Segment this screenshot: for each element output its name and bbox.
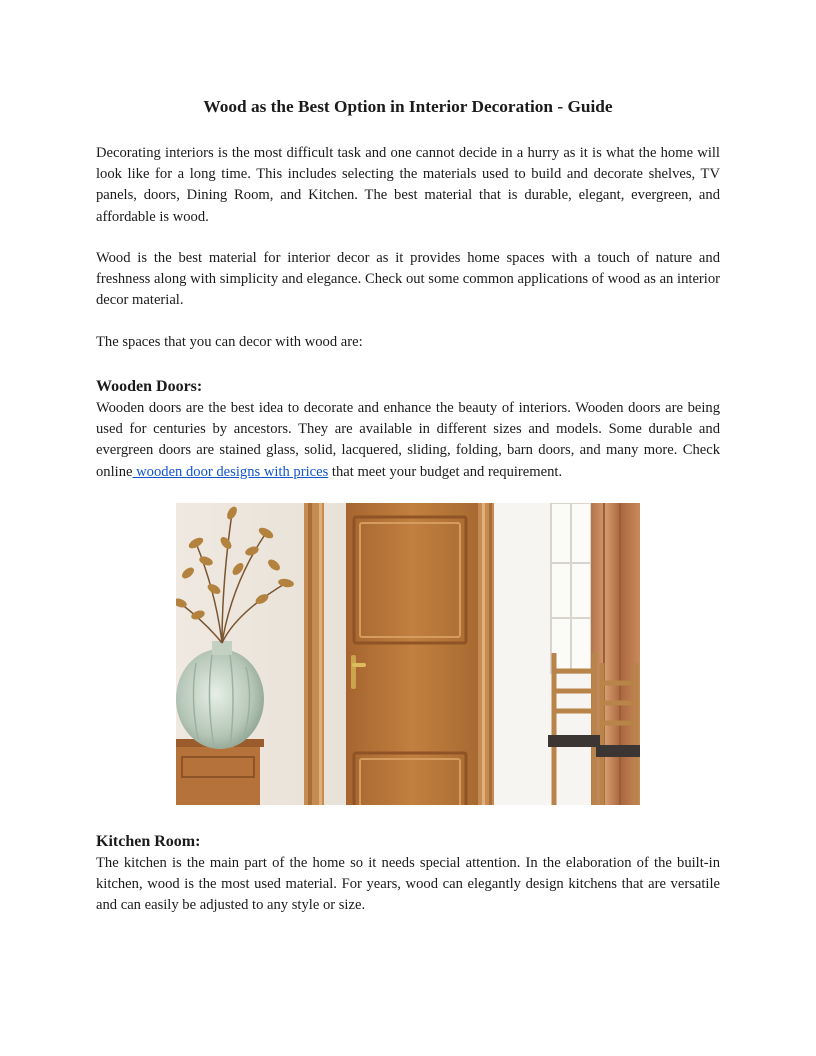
wooden-door-photo [176, 503, 640, 805]
door-handle-plate [351, 655, 356, 689]
wooden-doors-paragraph [96, 398, 720, 483]
wooden-door-designs-link[interactable]: wooden door designs with prices [132, 463, 329, 480]
curtain [591, 503, 640, 805]
doors-text-before-link: Wooden doors are the best idea to decorate and enhance the beauty of interiors. Wooden doors are being used for centuries by ancestors. They are available in different sizes and models. Some durable and evergreen doors are stained glass, solid, lacquered, sliding, folding, barn doors, and many more. Check online [96, 400, 720, 480]
kitchen-room-paragraph: The kitchen is the main part of the home so it needs special attention. In the elaboration of the built-in kitchen, wood is the most used material. For years, wood can elegantly design kitchens that are versatile and can easily be adjusted to any style or size. [96, 855, 720, 914]
spaces-intro-paragraph: The spaces that you can decor with wood are: [96, 334, 363, 350]
wooden-door-illustration [176, 503, 640, 805]
kitchen-room-heading: Kitchen Room: [96, 833, 201, 850]
wood-paragraph: Wood is the best material for interior decor as it provides home spaces with a touch of nature and freshness along with simplicity and elegance. Check out some common applications of wood as an interior decor material. [96, 250, 720, 309]
wooden-cabinet [176, 743, 260, 805]
door-handle [352, 663, 366, 667]
glass-vase [176, 649, 264, 749]
doors-text-after-link: that meet your budget and requirement. [328, 463, 563, 480]
page-title: Wood as the Best Option in Interior Decoration - Guide [203, 97, 613, 116]
chair-seat [548, 735, 600, 747]
wooden-doors-heading: Wooden Doors: [96, 378, 203, 395]
intro-paragraph: Decorating interiors is the most difficult task and one cannot decide in a hurry as it is what the home will look like for a long time. This includes selecting the materials used to build and decorate shelves, TV panels, doors, Dining Room, and Kitchen. The best material that is durable, elegant, evergreen, and affordable is wood. [96, 145, 720, 225]
